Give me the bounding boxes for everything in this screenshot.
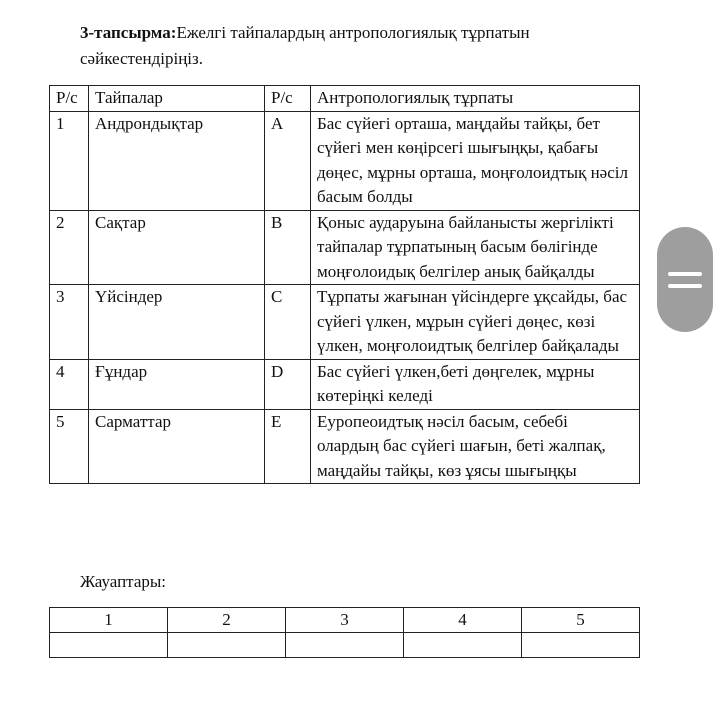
- row-tribe: Сақтар: [89, 210, 265, 285]
- table-row: [50, 285, 640, 360]
- table-row: [50, 111, 640, 210]
- header-num: Р/с: [50, 86, 89, 112]
- table-row: [50, 409, 640, 484]
- row-description: Тұрпаты жағынан үйсіндерге ұқсайды, бас сүйегі үлкен, мұрын сүйегі дөңес, көзі үлкен, моңғолоидтық белгілер байқалады: [311, 285, 640, 360]
- answer-col-header: 4: [404, 608, 522, 633]
- row-letter: A: [265, 111, 311, 210]
- table-row: [50, 210, 640, 285]
- scroll-menu-button[interactable]: [657, 227, 713, 332]
- answers-input-row: [50, 633, 640, 658]
- row-tribe: Сарматтар: [89, 409, 265, 484]
- task-number: 3-тапсырма:: [80, 23, 177, 42]
- row-tribe: Ғұндар: [89, 359, 265, 409]
- answers-title: Жауаптары:: [80, 572, 167, 591]
- answer-cell[interactable]: [404, 633, 522, 658]
- answer-cell[interactable]: [50, 633, 168, 658]
- answer-col-header: 3: [286, 608, 404, 633]
- row-description: Бас сүйегі үлкен,беті дөңгелек, мұрны көтеріңкі келеді: [311, 359, 640, 409]
- menu-lines-icon: [668, 272, 702, 288]
- row-num: 2: [50, 210, 89, 285]
- row-num: 4: [50, 359, 89, 409]
- answer-col-header: 1: [50, 608, 168, 633]
- row-tribe: Андрондықтар: [89, 111, 265, 210]
- header-letter: Р/с: [265, 86, 311, 112]
- row-letter: C: [265, 285, 311, 360]
- answer-cell[interactable]: [286, 633, 404, 658]
- task-heading: [80, 20, 640, 72]
- row-letter: D: [265, 359, 311, 409]
- row-tribe: Үйсіндер: [89, 285, 265, 360]
- answer-col-header: 2: [168, 608, 286, 633]
- row-description: Бас сүйегі орташа, маңдайы тайқы, бет сүйегі мен көңірсегі шығыңқы, қабағы дөңес, мұрны орташа, моңғолоидтық нәсіл басым болды: [311, 111, 640, 210]
- row-num: 3: [50, 285, 89, 360]
- header-tribes: Тайпалар: [89, 86, 265, 112]
- row-num: 5: [50, 409, 89, 484]
- row-description: Еуропеоидтық нәсіл басым, себебі олардың бас сүйегі шағын, беті жалпақ, маңдайы тайқы, көз ұясы шығыңқы: [311, 409, 640, 484]
- table-row: [50, 359, 640, 409]
- row-description: Қоныс аударуына байланысты жергілікті тайпалар тұрпатының басым бөлігінде моңғолоидық белгілер анық байқалды: [311, 210, 640, 285]
- row-num: 1: [50, 111, 89, 210]
- answers-table: [49, 607, 640, 658]
- answer-col-header: 5: [522, 608, 640, 633]
- row-letter: B: [265, 210, 311, 285]
- answers-header-row: [50, 608, 640, 633]
- row-letter: E: [265, 409, 311, 484]
- task-text: Ежелгі тайпалардың антропологиялық тұрпатын сәйкестендіріңіз.: [80, 23, 530, 68]
- table-header-row: [50, 86, 640, 112]
- matching-table: [49, 85, 640, 484]
- header-anthropology: Антропологиялық тұрпаты: [311, 86, 640, 112]
- answer-cell[interactable]: [168, 633, 286, 658]
- answer-cell[interactable]: [522, 633, 640, 658]
